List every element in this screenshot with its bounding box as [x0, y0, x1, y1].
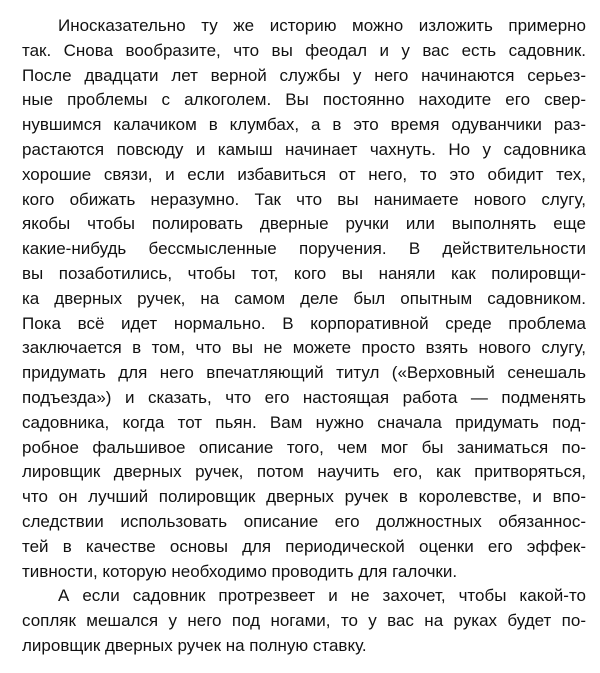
text-line: следствии использовать описание его должностных обязаннос-: [22, 511, 586, 531]
text-line: заключается в том, что вы не можете просто взять нового слугу,: [22, 338, 586, 358]
text-line: хорошие связи, и если избавиться от него, то это обидит тех,: [22, 164, 586, 184]
text-line: лировщик дверных ручек на полную ставку.: [22, 635, 367, 655]
text-line: тивности, которую необходимо проводить для галочки.: [22, 561, 458, 581]
text-line: какие-нибудь бессмысленные поручения. В действительности: [22, 239, 586, 259]
text-line: Иносказательно ту же историю можно изложить примерно: [58, 16, 586, 35]
text-line: вы позаботились, чтобы тот, кого вы наняли как полировщи-: [22, 263, 586, 283]
text-line: придумать для него впечатляющий титул («Верховный сенешаль: [22, 363, 586, 383]
paragraph-1: [22, 14, 586, 584]
text-line: После двадцати лет верной службы у него начинаются серьез-: [22, 65, 586, 85]
text-line: робное фальшивое описание того, чем мог бы заниматься по-: [22, 437, 586, 457]
text-line: садовника, когда тот пьян. Вам нужно сначала придумать под-: [22, 412, 586, 432]
text-line: сопляк мешался у него под ногами, то у вас на руках будет по-: [22, 611, 586, 631]
text-line: Пока всё идет нормально. В корпоративной среде проблема: [22, 313, 586, 333]
text-line: А если садовник протрезвеет и не захочет, чтобы какой-то: [58, 586, 586, 606]
text-line: нувшимся калачиком в клумбах, а в это время одуванчики раз-: [22, 115, 586, 135]
text-line: ка дверных ручек, на самом деле был опытным садовником.: [22, 288, 586, 308]
text-line: якобы чтобы полировать дверные ручки или выполнять еще: [22, 214, 586, 234]
text-line: подъезда») и сказать, что его настоящая работа — подменять: [22, 387, 586, 407]
text-line: лировщик дверных ручек, потом научить его, как притворяться,: [22, 462, 586, 482]
text-line: тей в качестве основы для периодической оценки его эффек-: [22, 536, 586, 556]
text-line: растаются повсюду и камыш начинает чахнуть. Но у садовника: [22, 139, 586, 159]
text-line: ные проблемы с алкоголем. Вы постоянно находите его свер-: [22, 90, 586, 110]
text-line: кого обижать неразумно. Так что вы нанимаете нового слугу,: [22, 189, 586, 209]
paragraph-2: [22, 584, 586, 658]
document-page: [22, 14, 586, 659]
text-line: что он лучший полировщик дверных ручек в королевстве, и впо-: [22, 487, 586, 507]
text-line: так. Снова вообразите, что вы феодал и у вас есть садовник.: [22, 40, 586, 60]
